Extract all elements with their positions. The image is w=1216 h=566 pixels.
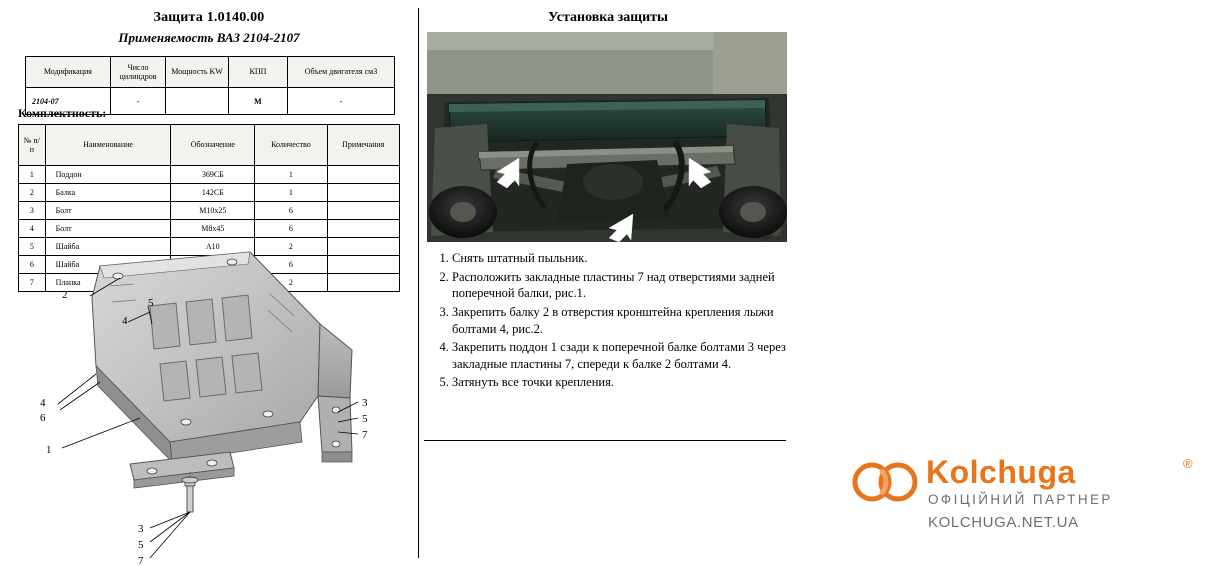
parts-header-name: Наименование: [45, 125, 171, 166]
parts-cell-num: 7: [19, 274, 46, 292]
callout-2: 2: [62, 289, 68, 301]
parts-header-designation: Обозначение: [171, 125, 255, 166]
parts-header-num-line1: № п/п: [23, 135, 40, 154]
rings-icon: [850, 458, 924, 511]
callout-6: 6: [40, 412, 46, 424]
parts-cell-note: [327, 166, 399, 184]
table-row: [19, 202, 400, 220]
parts-header-quantity: Количество: [255, 125, 327, 166]
spec-cell-cylinders: -: [110, 88, 165, 115]
callout-4: 4: [40, 397, 46, 409]
spec-table-header-row: [26, 57, 395, 88]
parts-cell-name: Болт: [45, 220, 171, 238]
callout-5: 5: [148, 297, 154, 309]
parts-cell-designation: 142СБ: [171, 184, 255, 202]
parts-cell-num: 3: [19, 202, 46, 220]
table-row: [19, 220, 400, 238]
vertical-divider: [418, 8, 419, 558]
parts-cell-name: Шайба: [45, 238, 171, 256]
install-step: 4. Закрепить поддон 1 сзади к поперечной балке болтами 3 через закладные пластины 7, спереди к балке 2 болтами 4.: [452, 339, 788, 372]
parts-cell-quantity: 2: [255, 238, 327, 256]
table-row: [19, 166, 400, 184]
table-row: [19, 184, 400, 202]
parts-cell-quantity: 6: [255, 202, 327, 220]
parts-cell-num: 2: [19, 184, 46, 202]
callout-4b: 4: [122, 315, 128, 327]
parts-cell-quantity: 1: [255, 184, 327, 202]
parts-cell-num: 6: [19, 256, 46, 274]
logo-wordmark: Kolchuga: [926, 454, 1076, 490]
cross-beam: [130, 452, 234, 512]
install-instructions: [430, 250, 788, 393]
callout-7b: 7: [138, 555, 144, 566]
parts-table-header-row: [19, 125, 400, 166]
bracket-detail: [318, 396, 352, 462]
parts-cell-designation: М8х45: [171, 220, 255, 238]
parts-cell-designation: А10: [171, 238, 255, 256]
logo-partner-text: ОФІЦІЙНИЙ ПАРТНЕР: [928, 492, 1113, 507]
install-step: 1. Снять штатный пыльник.: [452, 250, 788, 267]
spec-cell-gearbox: М: [228, 88, 287, 115]
install-step: 2. Расположить закладные пластины 7 над отверстиями задней поперечной балки, рис.1.: [452, 269, 788, 302]
parts-cell-num: 1: [19, 166, 46, 184]
parts-cell-num: 4: [19, 220, 46, 238]
parts-cell-designation: М10х25: [171, 202, 255, 220]
parts-cell-num: 5: [19, 238, 46, 256]
callout-5r: 5: [362, 413, 368, 425]
logo-registered-mark: ®: [1183, 456, 1193, 471]
parts-cell-designation: 369СБ: [171, 166, 255, 184]
spec-cell-displacement: -: [287, 88, 394, 115]
page-subtitle: Применяемость ВАЗ 2104-2107: [118, 30, 300, 45]
parts-cell-quantity: 6: [255, 220, 327, 238]
parts-cell-name: Балка: [45, 184, 171, 202]
parts-cell-note: [327, 220, 399, 238]
spec-header-power: Мощность KW: [166, 57, 229, 88]
parts-cell-name: Планка: [45, 274, 171, 292]
callout-3r: 3: [362, 397, 368, 409]
photo-caption: рис.1: [761, 231, 781, 241]
parts-cell-note: [327, 202, 399, 220]
callout-3b: 3: [138, 523, 144, 535]
callout-5b: 5: [138, 539, 144, 551]
brand-logo: [848, 452, 1216, 552]
spec-cell-modification: 2104-07: [26, 88, 111, 115]
parts-cell-quantity: 2: [255, 274, 327, 292]
callout-7r: 7: [362, 429, 368, 441]
install-photo: [427, 32, 787, 242]
callout-1: 1: [46, 444, 52, 456]
spec-header-displacement: Объем двигателя см3: [287, 57, 394, 88]
komplekt-label: Комплектность:: [18, 106, 107, 120]
spec-header-modification: Модификация: [26, 57, 111, 88]
spec-header-gearbox: КПП: [228, 57, 287, 88]
install-title: Установка защиты: [548, 10, 668, 25]
spec-header-cylinders: Число цилиндров: [110, 57, 165, 88]
skid-plate-body: [92, 252, 352, 462]
logo-website[interactable]: KOLCHUGA.NET.UA: [928, 514, 1079, 531]
parts-cell-note: [327, 184, 399, 202]
spec-cell-power: [166, 88, 229, 115]
page-title: Защита 1.0140.00: [153, 10, 265, 25]
install-step: 3. Закрепить балку 2 в отверстия кронштейна крепления лыжи болтами 4, рис.2.: [452, 304, 788, 337]
parts-cell-name: Поддон: [45, 166, 171, 184]
left-column: [0, 0, 418, 566]
right-column: [424, 0, 1193, 566]
parts-header-notes: Примечания: [327, 125, 399, 166]
parts-cell-name: Шайба: [45, 256, 171, 274]
technical-drawing: [0, 246, 418, 566]
parts-cell-quantity: 1: [255, 166, 327, 184]
parts-cell-quantity: 6: [255, 256, 327, 274]
parts-cell-name: Болт: [45, 202, 171, 220]
install-step: 5. Затянуть все точки крепления.: [452, 374, 788, 391]
parts-header-num: [19, 125, 46, 166]
title-block: [0, 0, 418, 46]
